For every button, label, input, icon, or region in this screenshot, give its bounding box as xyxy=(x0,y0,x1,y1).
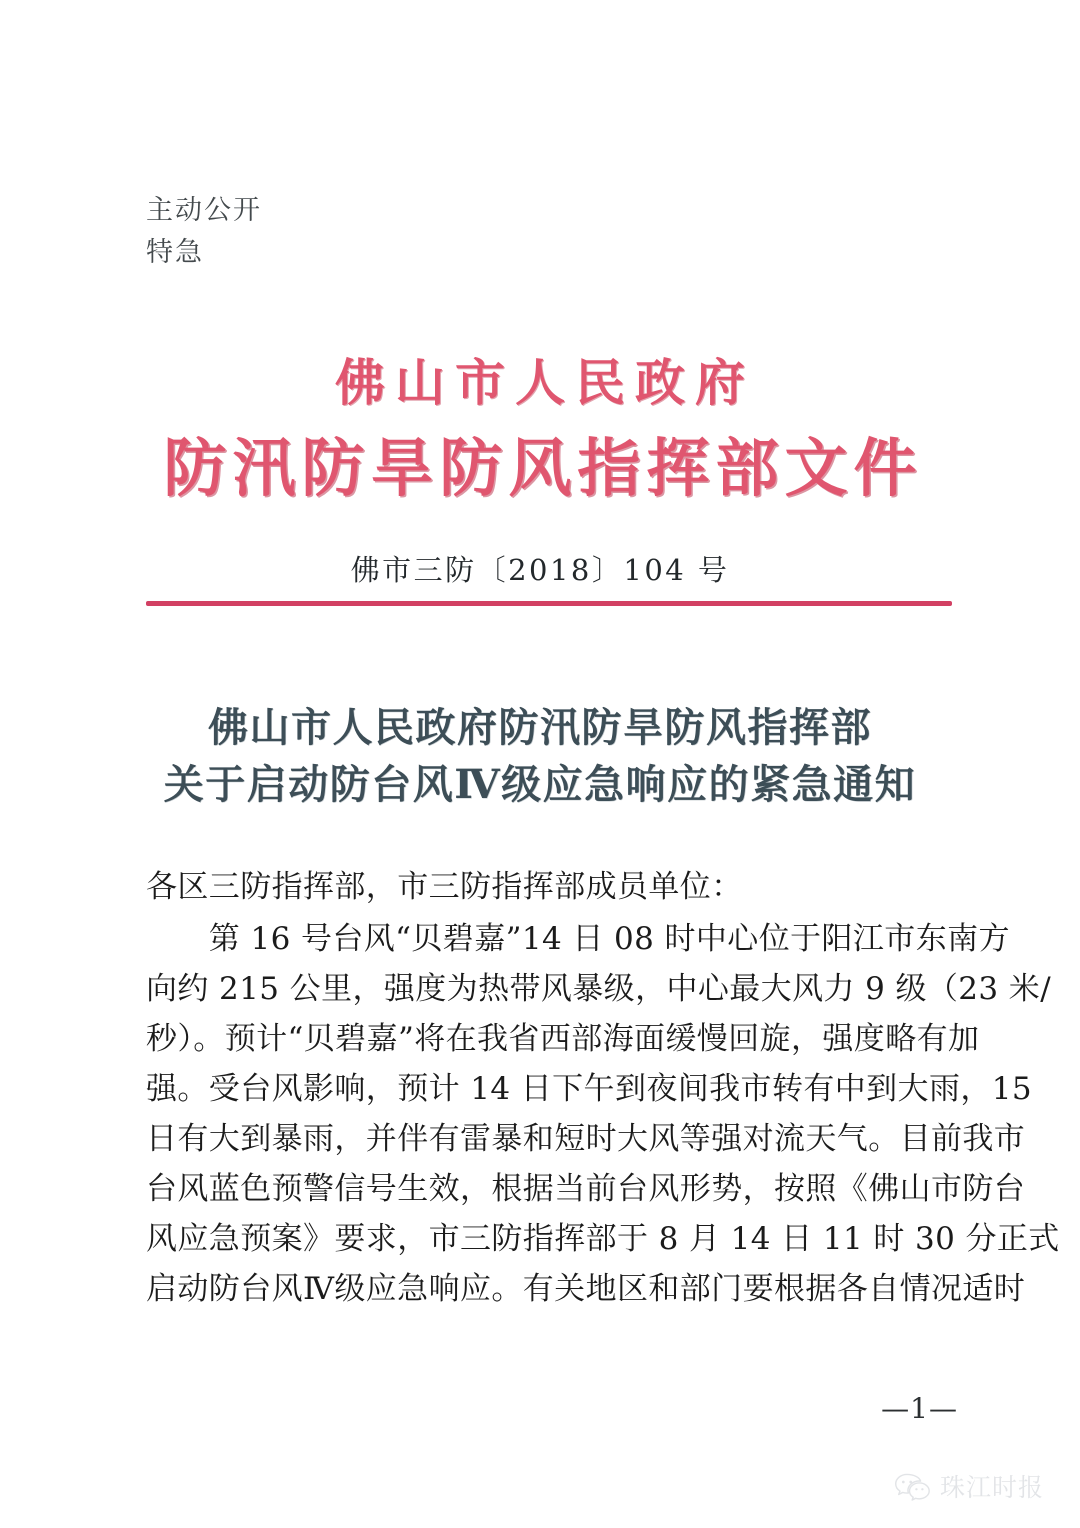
body-line: 强。受台风影响，预计 14 日下午到夜间我市转有中到大雨，15 xyxy=(146,1071,1032,1107)
urgency-flag: 特急 xyxy=(146,236,204,268)
document-flags xyxy=(146,190,262,274)
masthead-issuer: 佛山市人民政府 xyxy=(335,353,755,412)
body-line: 启动防台风Ⅳ级应急响应。有关地区和部门要根据各自情况适时 xyxy=(146,1271,1026,1307)
masthead-doctype: 防汛防旱防风指挥部文件 xyxy=(163,430,923,505)
page-title-line-1: 佛山市人民政府防汛防旱防风指挥部 xyxy=(208,704,872,751)
body-line: 第 16 号台风“贝碧嘉”14 日 08 时中心位于阳江市东南方 xyxy=(146,921,1010,957)
body-salutation: 各区三防指挥部，市三防指挥部成员单位： xyxy=(146,869,743,905)
document-body xyxy=(146,862,1060,1314)
body-line: 向约 215 公里，强度为热带风暴级，中心最大风力 9 级（23 米/ xyxy=(146,971,1052,1007)
body-line: 台风蓝色预警信号生效，根据当前台风形势，按照《佛山市防台 xyxy=(146,1171,1026,1207)
body-line: 风应急预案》要求，市三防指挥部于 8 月 14 日 11 时 30 分正式 xyxy=(146,1221,1060,1257)
red-divider-rule xyxy=(146,601,952,606)
footer-page-number: —1— xyxy=(881,1392,958,1425)
body-line: 日有大到暴雨，并伴有雷暴和短时大风等强对流天气。目前我市 xyxy=(146,1121,1026,1157)
watermark xyxy=(893,1468,1044,1504)
watermark-label: 珠江时报 xyxy=(940,1473,1045,1502)
wechat-icon xyxy=(893,1471,931,1501)
disclosure-flag: 主动公开 xyxy=(146,195,262,226)
document-number: 佛市三防〔2018〕104 号 xyxy=(350,553,730,587)
masthead xyxy=(0,352,1080,505)
page-title xyxy=(0,700,1080,814)
body-line: 秒）。预计“贝碧嘉”将在我省西部海面缓慢回旋，强度略有加 xyxy=(146,1021,980,1057)
page-title-line-2: 关于启动防台风Ⅳ级应急响应的紧急通知 xyxy=(163,760,917,808)
